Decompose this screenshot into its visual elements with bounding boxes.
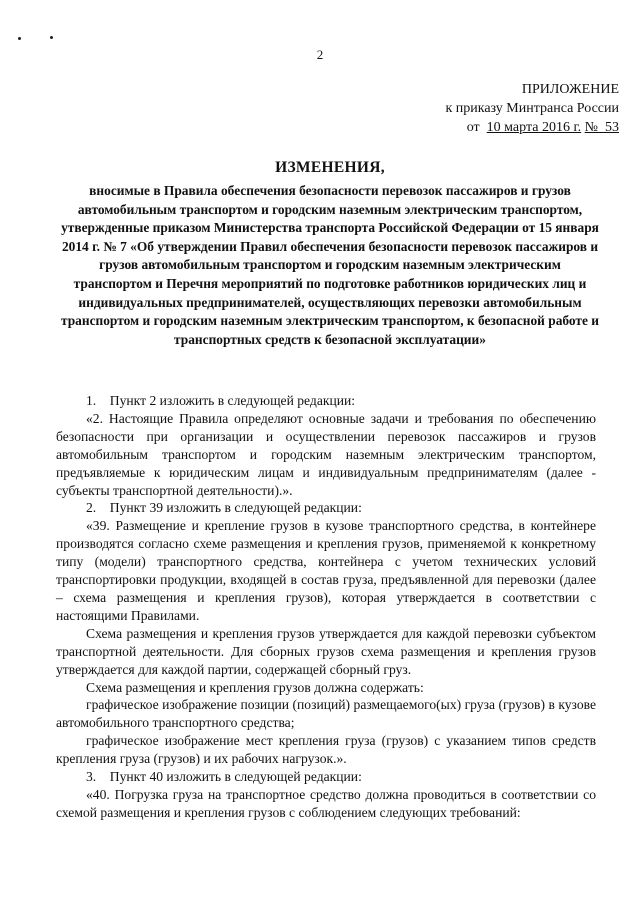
date-prefix: от xyxy=(466,120,480,135)
paragraph: «40. Погрузка груза на транспортное средство должна проводиться в соответствии со схемой размещения и крепления грузов с соблюдением следующих требований: xyxy=(56,786,596,820)
heading-subtitle: вносимые в Правила обеспечения безопасности перевозок пассажиров и грузов автомобильным транспортом и городским наземным электрическим транспортом, утвержденные приказом Министерства транспорта Российской Федерации от 15 января 2014 г. № 7 «Об утверждении Правил обеспечения безопасности перевозок пассажиров и грузов автомобильным транспортом и городским наземным электрическим транспортом и Перечня мероприятий по подготовке работников юридических лиц и индивидуальных предпринимателей, осуществляющих перевозки автомобильным транспортом и городским наземным электрическим транспортом, к безопасной работе и транспортных средств к безопасной эксплуатации» xyxy=(60,183,600,347)
heading-title: ИЗМЕНЕНИЯ, xyxy=(275,159,385,176)
paragraph: Схема размещения и крепления грузов утверждается для каждой перевозки субъектом транспортной деятельности. Для сборных грузов схема размещения и крепления грузов утверждается для каждой партии, содержащей сборный груз. xyxy=(56,625,596,677)
scan-mark xyxy=(18,37,21,40)
paragraph: 2. Пункт 39 изложить в следующей редакции: xyxy=(86,500,362,516)
appendix-order-ref: к приказу Минтранса России xyxy=(445,101,619,116)
paragraph: Схема размещения и крепления грузов должна содержать: xyxy=(86,679,424,695)
number-sign: № xyxy=(584,120,598,135)
paragraph: «2. Настоящие Правила определяют основные задачи и требования по обеспечению безопасности при организации и осуществлении перевозок пассажиров и грузов автомобильным транспортом и городским наземным электрическим транспортом, предъявляемые к юридическим лицам и индивидуальным предпринимателям (далее - субъекты транспортной деятельности).». xyxy=(56,410,596,498)
order-number: 53 xyxy=(605,120,619,135)
paragraph: 1. Пункт 2 изложить в следующей редакции: xyxy=(86,393,356,408)
paragraph: «39. Размещение и крепление грузов в кузове транспортного средства, в контейнере производятся согласно схеме размещения и крепления грузов, применяемой к конкретному типу (модели) транспортного средства, контейнера с учетом технических условий транспортировки продукции, входящей в состав груза, предъявленной для перевозки (далее – схема размещения и крепления грузов), которая утверждается в соответствии с настоящими Правилами. xyxy=(56,518,596,623)
page-number: 2 xyxy=(316,47,324,62)
order-date: 10 марта 2016 г. xyxy=(486,120,582,135)
paragraph: графическое изображение мест крепления груза (грузов) с указанием типов средств крепления груза (грузов) и их рабочих нагрузок.». xyxy=(56,733,596,767)
scan-mark xyxy=(50,36,53,39)
paragraph: графическое изображение позиции (позиций) размещаемого(ых) груза (грузов) в кузове автомобильного транспортного средства; xyxy=(56,697,596,731)
appendix-date-line xyxy=(404,118,619,137)
paragraph: 3. Пункт 40 изложить в следующей редакции: xyxy=(86,769,362,785)
document-body xyxy=(56,392,596,822)
document-heading xyxy=(60,158,600,349)
appendix-title: ПРИЛОЖЕНИЕ xyxy=(521,82,619,97)
appendix-block xyxy=(404,80,619,137)
